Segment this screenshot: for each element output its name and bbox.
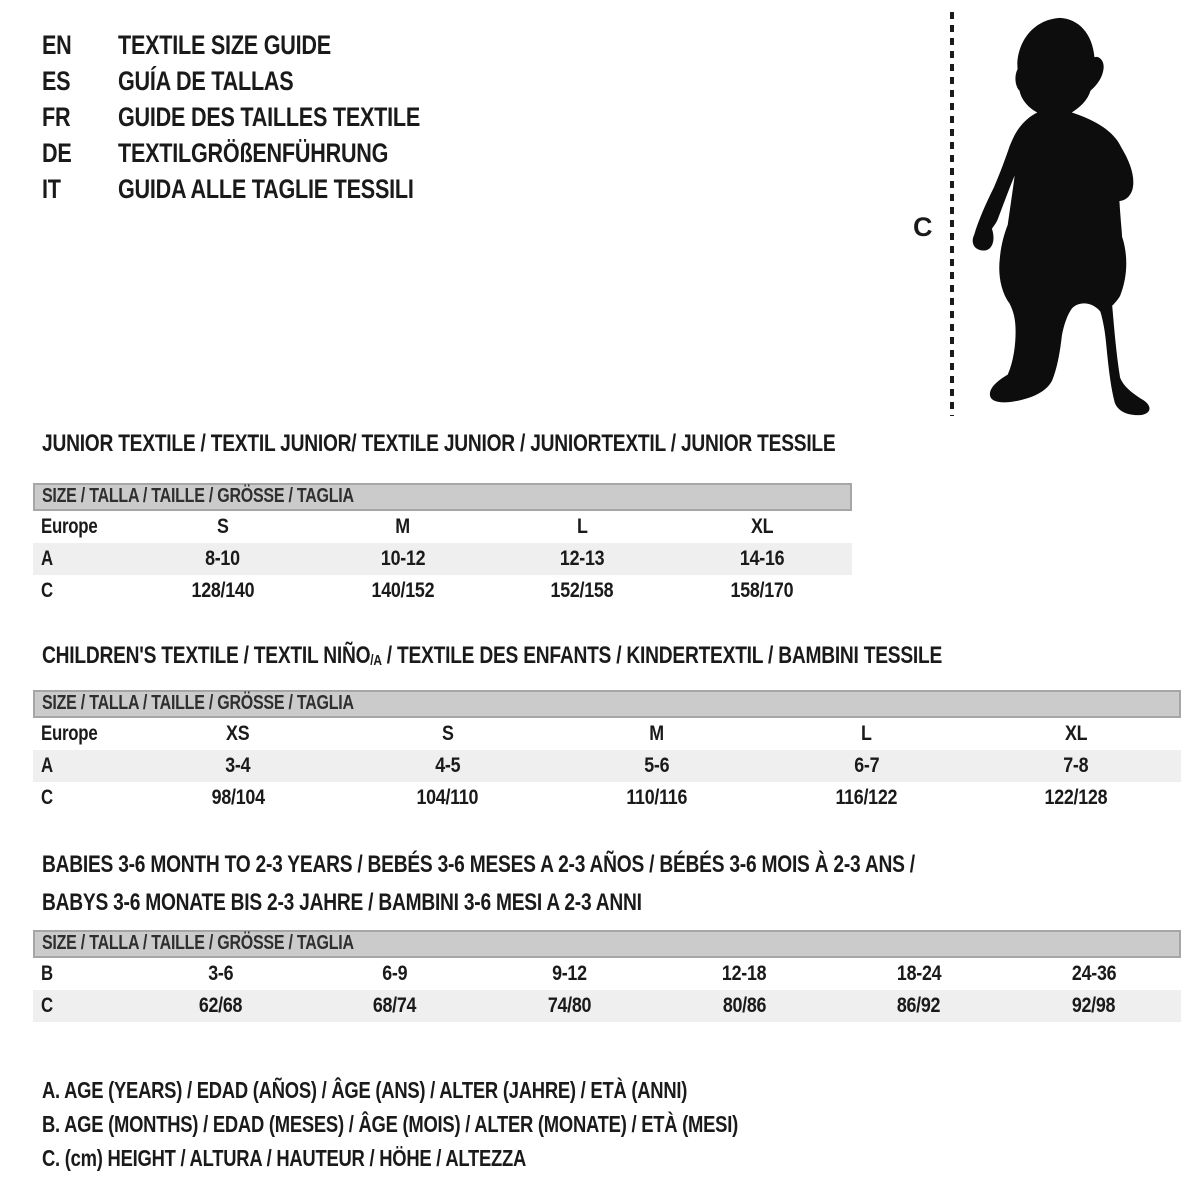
language-code [42,174,118,205]
section-heading-line [42,884,1133,922]
table-cell-text: 12-13 [560,547,605,570]
table-cell [493,579,673,603]
table-cell [133,722,343,746]
size-table-header [33,690,1181,718]
table-cell-text: 7-8 [1063,754,1089,777]
section-heading-text-sub: /A [370,652,382,669]
size-table-header-label: SIZE / TALLA / TAILLE / GRÖSSE / TAGLIA [42,692,354,714]
table-cell-text: 152/158 [551,579,614,602]
table-cell [832,962,1007,986]
legend-line [42,1141,912,1175]
language-code [42,30,118,61]
section-babies-textile [33,846,1181,1026]
language-title: GUIDA ALLE TAGLIE TESSILI [118,173,414,204]
table-cell-text: 140/152 [371,579,434,602]
table-row [33,782,1181,814]
row-label-text: Europe [41,515,98,538]
table-cell-text: XL [750,515,774,538]
table-cell [308,962,483,986]
language-code-label: EN [42,29,72,60]
table-cell-text: 158/170 [730,579,794,602]
height-measure-figure [905,6,1160,422]
table-cell-text: 110/116 [626,786,688,809]
row-label-text: C [41,994,53,1017]
table-cell [552,786,762,810]
table-cell-text: L [861,722,872,745]
table-cell [762,754,972,778]
language-code-label: DE [42,137,72,168]
section-heading [42,642,1167,673]
table-cell [672,515,852,539]
table-cell [313,515,493,539]
table-row [33,511,852,543]
language-title: TEXTILGRÖßENFÜHRUNG [118,137,389,168]
table-cell-text: 92/98 [1071,994,1116,1017]
row-label [33,579,133,603]
language-code-label: IT [42,173,61,204]
size-table-header-label: SIZE / TALLA / TAILLE / GRÖSSE / TAGLIA [42,485,354,507]
legend-line-text: C. (cm) HEIGHT / ALTURA / HAUTEUR / HÖHE / ALTEZZA [42,1145,527,1171]
language-code-label: ES [42,65,71,96]
section-heading [42,846,1133,922]
table-cell [832,994,1007,1018]
table-cell-text: 86/92 [897,994,941,1017]
table-cell-text: 80/86 [722,994,767,1017]
table-cell [1006,994,1181,1018]
language-title: GUIDE DES TAILLES TEXTILE [118,101,421,132]
table-cell [133,786,343,810]
table-cell [971,754,1181,778]
table-cell [1006,962,1181,986]
row-label [33,722,133,746]
table-cell [343,722,553,746]
size-table-header-label: SIZE / TALLA / TAILLE / GRÖSSE / TAGLIA [42,932,354,954]
table-cell [762,722,972,746]
table-cell [133,579,313,603]
size-table-header [33,930,1181,958]
row-label [33,547,133,571]
table-cell [493,515,673,539]
table-cell-text: S [217,515,229,538]
table-cell [308,994,483,1018]
table-cell-text: 98/104 [211,786,265,809]
language-title: TEXTILE SIZE GUIDE [118,29,331,60]
table-cell [552,754,762,778]
table-cell [133,754,343,778]
table-cell [482,962,657,986]
table-cell-text: 6-9 [382,962,408,985]
table-row [33,990,1181,1022]
legend-line-text: A. AGE (YEARS) / EDAD (AÑOS) / ÂGE (ANS) / ALTER (JAHRE) / ETÀ (ANNI) [42,1077,688,1103]
table-cell [343,786,553,810]
row-label-text: C [41,786,53,809]
table-cell-text: M [649,722,665,745]
section-childrens-textile [33,642,1181,822]
table-cell [493,547,673,571]
table-cell-text: 74/80 [547,994,592,1017]
language-code [42,138,118,169]
table-cell-text: 6-7 [854,754,880,777]
height-measure-dashed-line [950,12,954,416]
toddler-silhouette-image [957,8,1157,422]
table-cell-text: 3-6 [207,962,233,985]
language-row [42,171,496,207]
section-heading [42,430,1034,458]
legend-line [42,1073,912,1107]
table-cell [133,515,313,539]
size-table-rows [33,511,852,607]
table-cell-text: 3-4 [225,754,251,777]
table-cell-text: 62/68 [198,994,243,1017]
section-junior-textile [33,430,852,610]
table-cell-text: 14-16 [739,547,785,570]
table-cell [672,579,852,603]
legend-line [42,1107,912,1141]
table-cell [313,579,493,603]
section-heading-text-before: CHILDREN'S TEXTILE / TEXTIL NIÑO [42,642,371,669]
row-label-text: A [41,547,53,570]
language-code [42,102,118,133]
table-cell-text: XL [1065,722,1088,745]
table-cell-text: S [441,722,454,745]
section-heading-text [42,642,942,673]
table-row [33,543,852,575]
section-heading-text-after: / TEXTILE DES ENFANTS / KINDERTEXTIL / BAMBINI TESSILE [381,642,943,669]
language-row [42,27,496,63]
table-cell [313,547,493,571]
section-heading-text: BABIES 3-6 MONTH TO 2-3 YEARS / BEBÉS 3-6 MESES A 2-3 AÑOS / BÉBÉS 3-6 MOIS À 2-3 ANS / [42,851,915,878]
table-row [33,718,1181,750]
legend-line-text: B. AGE (MONTHS) / EDAD (MESES) / ÂGE (MOIS) / ALTER (MONATE) / ETÀ (MESI) [42,1111,738,1137]
table-cell [657,962,832,986]
section-heading-text: JUNIOR TEXTILE / TEXTIL JUNIOR/ TEXTILE JUNIOR / JUNIORTEXTIL / JUNIOR TESSILE [42,430,836,457]
table-cell [672,547,852,571]
legend [42,1073,912,1175]
table-cell-text: 104/110 [416,786,479,809]
row-label [33,994,133,1018]
row-label [33,515,133,539]
table-cell-text: 4-5 [434,754,460,777]
section-heading-line [42,846,1133,884]
table-row [33,958,1181,990]
table-cell-text: 128/140 [191,579,255,602]
table-cell [133,547,313,571]
table-cell-text: 10-12 [380,547,425,570]
table-cell-text: 8-10 [205,547,241,570]
language-code-label: FR [42,101,71,132]
row-label-text: C [41,579,53,602]
table-row [33,750,1181,782]
language-code [42,66,118,97]
language-row [42,63,496,99]
row-label-text: B [41,962,53,985]
table-cell [971,786,1181,810]
table-row [33,575,852,607]
size-table-rows [33,958,1181,1022]
row-label [33,754,133,778]
table-cell-text: 18-24 [896,962,942,985]
table-cell [482,994,657,1018]
table-cell-text: 68/74 [373,994,417,1017]
table-cell [971,722,1181,746]
table-cell-text: L [577,515,588,538]
table-cell-text: 116/122 [835,786,898,809]
table-cell [133,994,308,1018]
size-table-header [33,483,852,511]
size-table-rows [33,718,1181,814]
table-cell-text: 12-18 [722,962,767,985]
table-cell-text: XS [226,722,250,745]
language-title: GUÍA DE TALLAS [118,65,294,96]
language-row [42,99,496,135]
language-title-list [42,27,496,207]
table-cell [657,994,832,1018]
table-cell-text: 122/128 [1044,786,1108,809]
table-cell [343,754,553,778]
table-cell-text: 5-6 [644,754,670,777]
row-label [33,786,133,810]
row-label [33,962,133,986]
row-label-text: A [41,754,53,777]
table-cell [762,786,972,810]
height-measure-label: C [913,212,933,242]
table-cell-text: M [395,515,410,538]
table-cell [133,962,308,986]
table-cell [552,722,762,746]
table-cell-text: 24-36 [1071,962,1116,985]
row-label-text: Europe [41,722,98,745]
table-cell-text: 9-12 [552,962,588,985]
section-heading-text: BABYS 3-6 MONATE BIS 2-3 JAHRE / BAMBINI 3-6 MESI A 2-3 ANNI [42,889,642,916]
language-row [42,135,496,171]
